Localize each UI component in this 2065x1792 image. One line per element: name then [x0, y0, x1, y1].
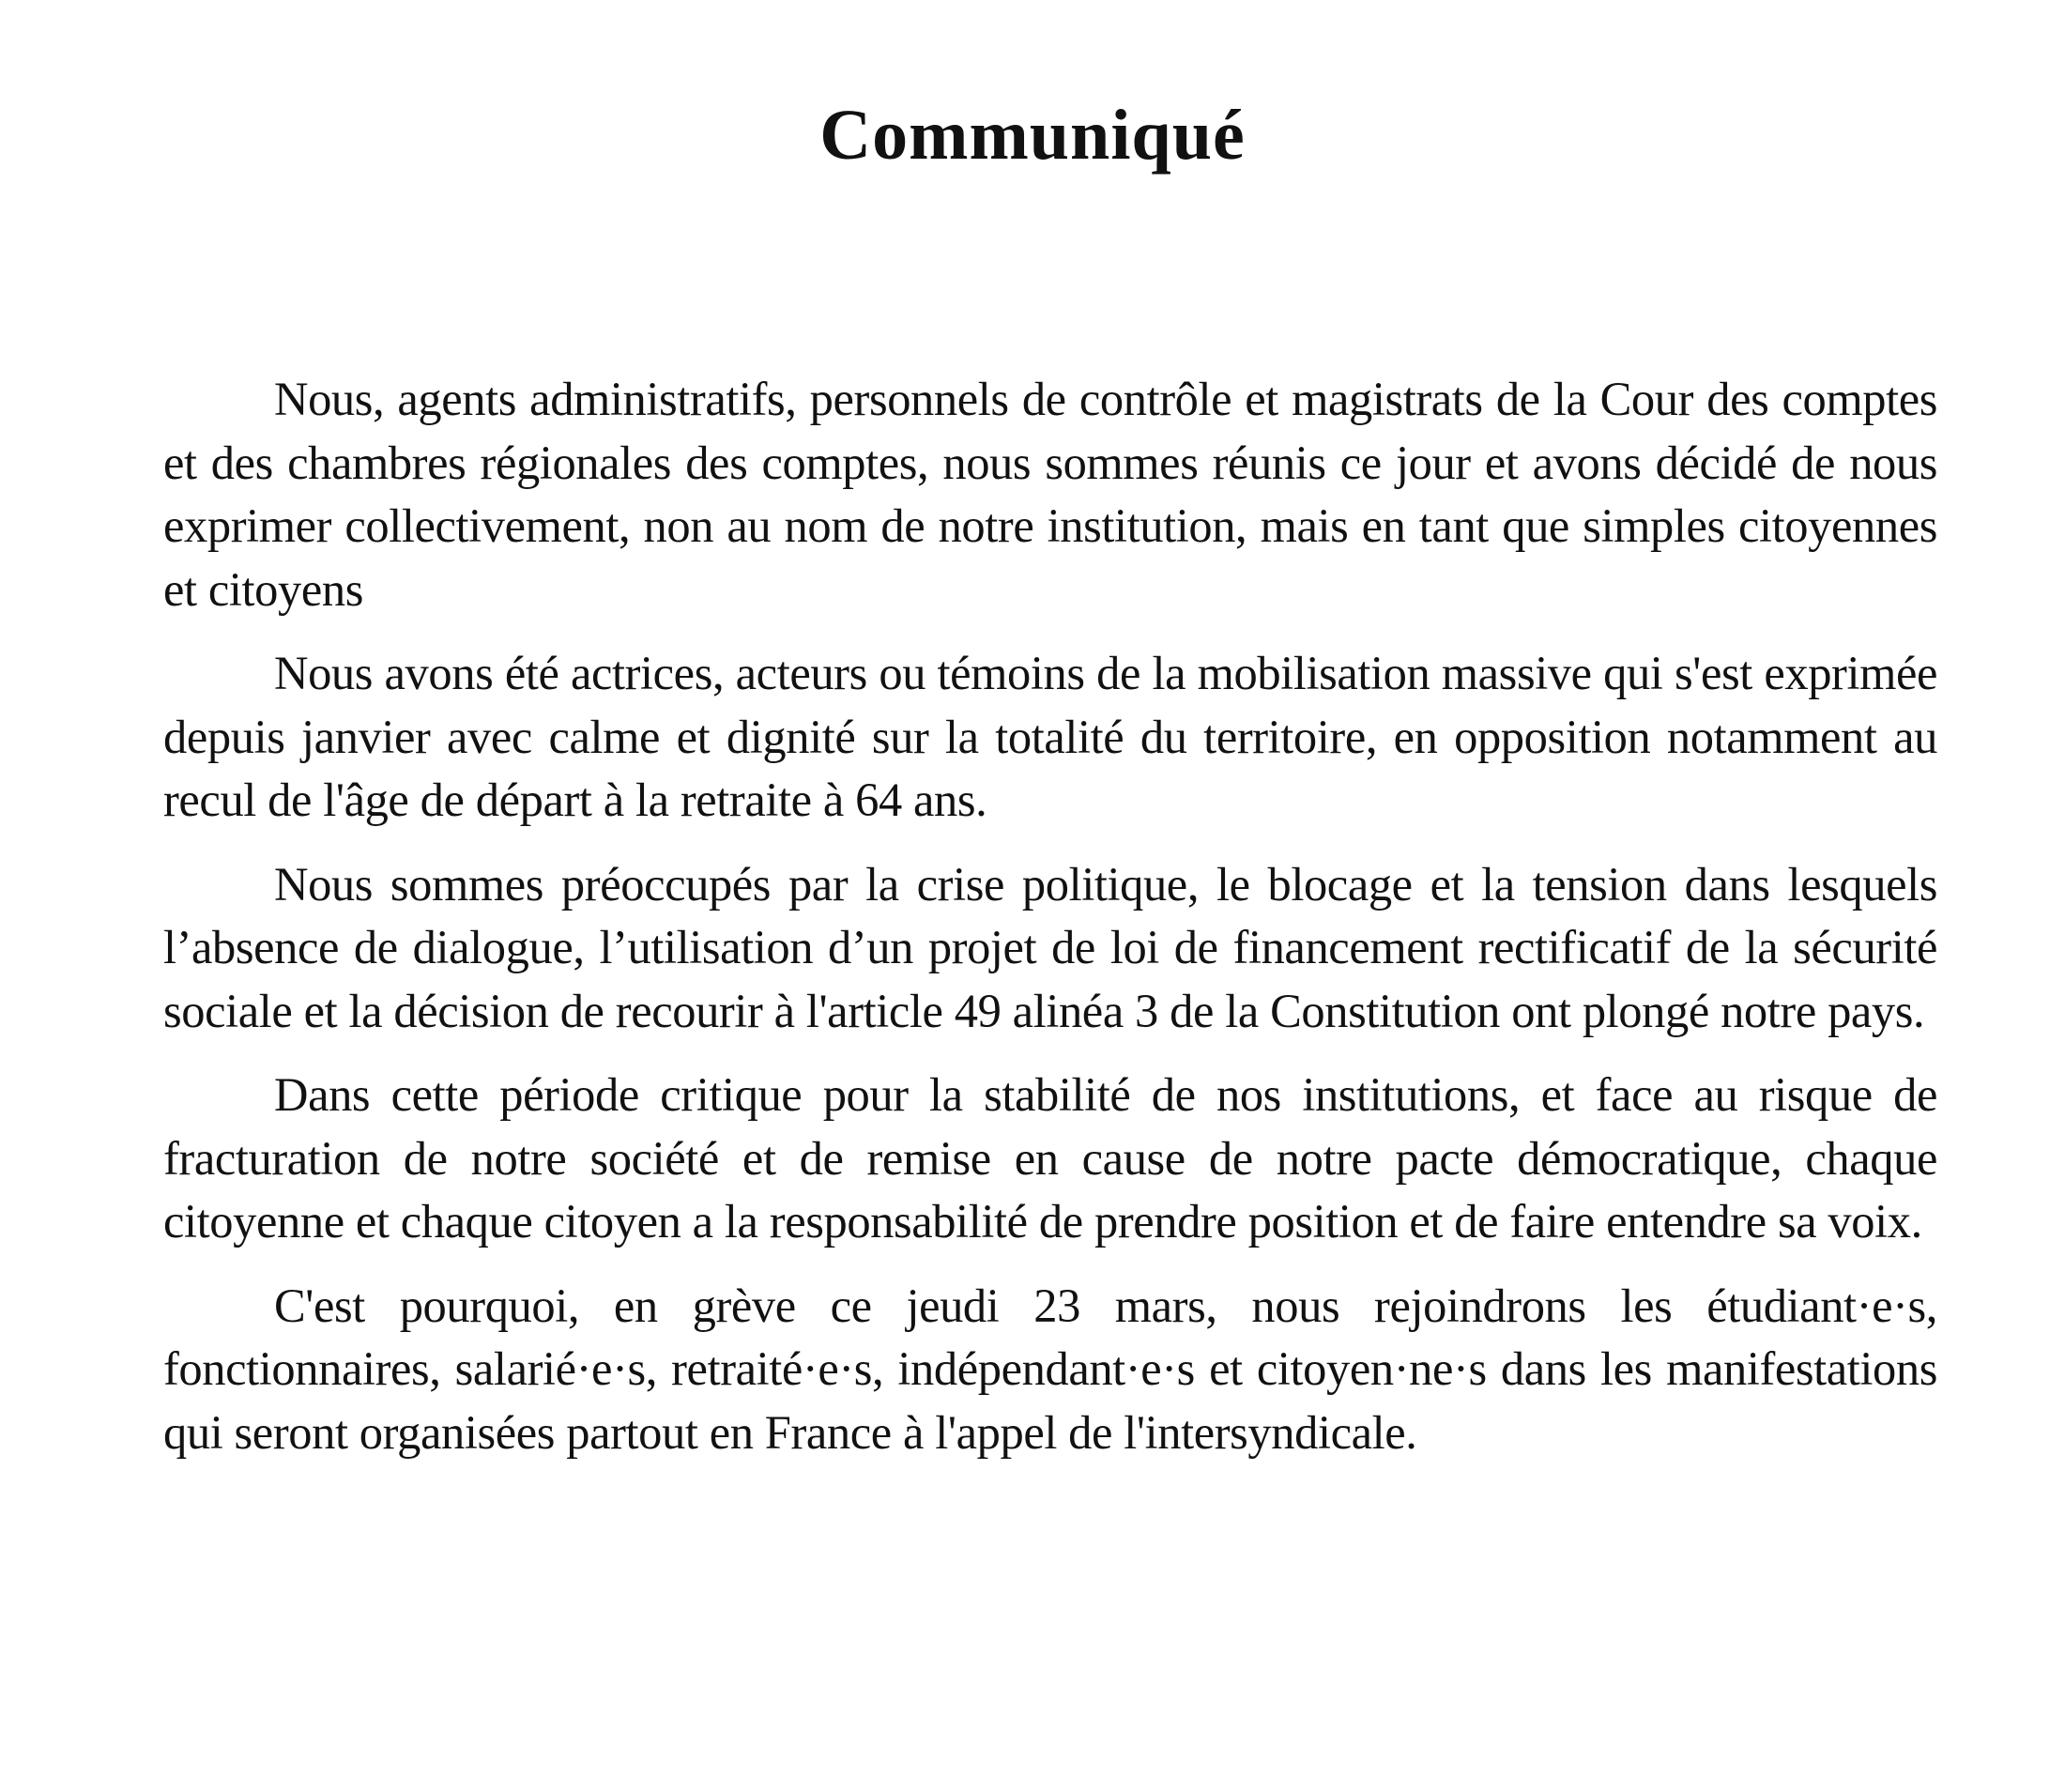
paragraph-5: C'est pourquoi, en grève ce jeudi 23 mars, nous rejoindrons les étudiant·e·s, fonctionnaires, salarié·e·s, retraité·e·s, indépendant·e·s et citoyen·ne·s dans les manifestations qui seront organisées partout en France à l'appel de l'intersyndicale.: [163, 1279, 1937, 1459]
document-title: Communiqué: [819, 96, 1246, 175]
paragraph-4: Dans cette période critique pour la stabilité de nos institutions, et face au risque de fracturation de notre société et de remise en cause de notre pacte démocratique, chaque citoyenne et chaque citoyen a la responsabilité de prendre position et de faire entendre sa voix.: [163, 1068, 1937, 1248]
paragraph-2: Nous avons été actrices, acteurs ou témoins de la mobilisation massive qui s'est exprimée depuis janvier avec calme et dignité sur la totalité du territoire, en opposition notamment au recul de l'âge de départ à la retraite à 64 ans.: [163, 647, 1937, 826]
paragraph-1: Nous, agents administratifs, personnels de contrôle et magistrats de la Cour des comptes et des chambres régionales des comptes, nous sommes réunis ce jour et avons décidé de nous exprimer collectivement, non au nom de notre institution, mais en tant que simples citoyennes et citoyens: [163, 373, 1937, 616]
document-body: [163, 368, 1937, 1485]
paragraph-3: Nous sommes préoccupés par la crise politique, le blocage et la tension dans lesquels l’absence de dialogue, l’utilisation d’un projet de loi de financement rectificatif de la sécurité sociale et la décision de recourir à l'article 49 alinéa 3 de la Constitution ont plongé notre pays.: [163, 857, 1937, 1037]
